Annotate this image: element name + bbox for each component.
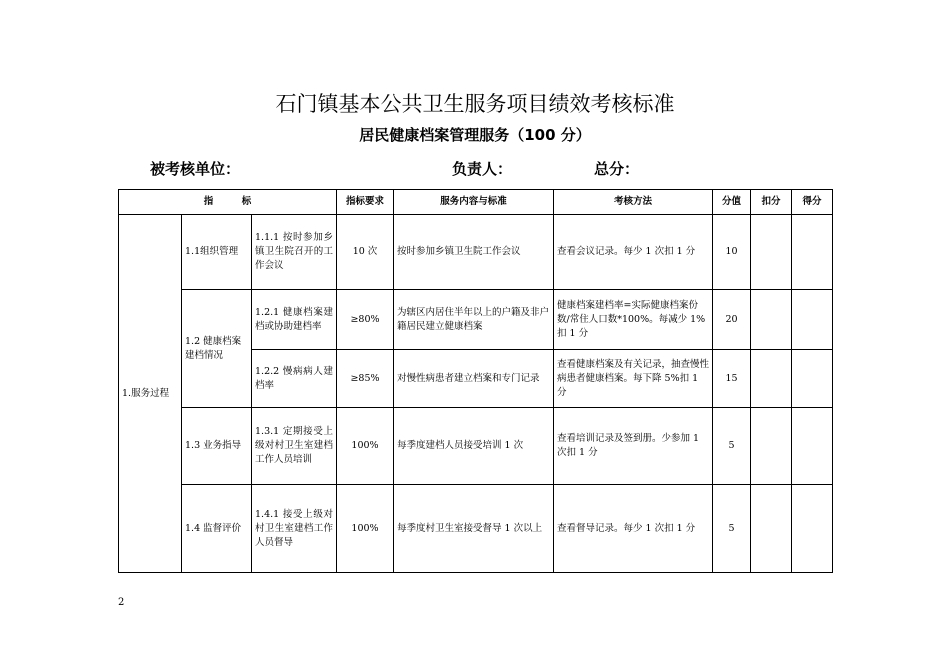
group-cell: 1.1组织管理 [182, 215, 252, 290]
requirement-cell: ≥85% [337, 350, 394, 408]
table-row [119, 215, 833, 290]
header-deduct: 扣分 [751, 190, 792, 215]
category-cell: 1.服务过程 [119, 215, 182, 573]
points-cell: 5 [713, 485, 751, 573]
deduct-cell[interactable] [751, 485, 792, 573]
points-cell: 15 [713, 350, 751, 408]
total-score-label: 总分： [594, 160, 640, 178]
header-score: 得分 [792, 190, 833, 215]
item-cell: 1.4.1 接受上级对村卫生室建档工作人员督导 [252, 485, 337, 573]
group-cell: 1.2 健康档案建档情况 [182, 290, 252, 408]
score-cell[interactable] [792, 350, 833, 408]
responsible-person-label: 负责人： [452, 160, 513, 178]
score-cell[interactable] [792, 408, 833, 485]
method-cell: 查看健康档案及有关记录，抽查慢性病患者健康档案。每下降 5%扣 1 分 [554, 350, 713, 408]
table-row [119, 290, 833, 350]
item-cell: 1.3.1 定期接受上级对村卫生室建档工作人员培训 [252, 408, 337, 485]
points-cell: 5 [713, 408, 751, 485]
assessed-unit-label: 被考核单位： [150, 160, 241, 178]
header-points: 分值 [713, 190, 751, 215]
header-content: 服务内容与标准 [394, 190, 554, 215]
score-cell[interactable] [792, 290, 833, 350]
points-cell: 10 [713, 215, 751, 290]
table-row [119, 485, 833, 573]
document-subtitle: 居民健康档案管理服务（100 分） [359, 126, 591, 144]
header-requirement: 指标要求 [337, 190, 394, 215]
method-cell: 健康档案建档率=实际健康档案份数/常住人口数*100%。每减少 1%扣 1 分 [554, 290, 713, 350]
requirement-cell: ≥80% [337, 290, 394, 350]
content-cell: 对慢性病患者建立档案和专门记录 [394, 350, 554, 408]
deduct-cell[interactable] [751, 215, 792, 290]
method-cell: 查看培训记录及签到册。少参加 1 次扣 1 分 [554, 408, 713, 485]
item-cell: 1.1.1 按时参加乡镇卫生院召开的工作会议 [252, 215, 337, 290]
table-header-row [119, 190, 833, 215]
requirement-cell: 100% [337, 485, 394, 573]
header-method: 考核方法 [554, 190, 713, 215]
method-cell: 查看督导记录。每少 1 次扣 1 分 [554, 485, 713, 573]
deduct-cell[interactable] [751, 408, 792, 485]
header-indicator: 指 标 [119, 190, 337, 215]
method-cell: 查看会议记录。每少 1 次扣 1 分 [554, 215, 713, 290]
table-row [119, 408, 833, 485]
document-title: 石门镇基本公共卫生服务项目绩效考核标准 [275, 92, 675, 116]
score-cell[interactable] [792, 485, 833, 573]
group-cell: 1.4 监督评价 [182, 485, 252, 573]
requirement-cell: 10 次 [337, 215, 394, 290]
item-cell: 1.2.1 健康档案建档或协助建档率 [252, 290, 337, 350]
content-cell: 每季度村卫生室接受督导 1 次以上 [394, 485, 554, 573]
points-cell: 20 [713, 290, 751, 350]
content-cell: 为辖区内居住半年以上的户籍及非户籍居民建立健康档案 [394, 290, 554, 350]
requirement-cell: 100% [337, 408, 394, 485]
score-cell[interactable] [792, 215, 833, 290]
deduct-cell[interactable] [751, 350, 792, 408]
deduct-cell[interactable] [751, 290, 792, 350]
page-number: 2 [118, 597, 125, 608]
content-cell: 按时参加乡镇卫生院工作会议 [394, 215, 554, 290]
content-cell: 每季度建档人员接受培训 1 次 [394, 408, 554, 485]
item-cell: 1.2.2 慢病病人建档率 [252, 350, 337, 408]
assessment-table [118, 189, 833, 573]
group-cell: 1.3 业务指导 [182, 408, 252, 485]
